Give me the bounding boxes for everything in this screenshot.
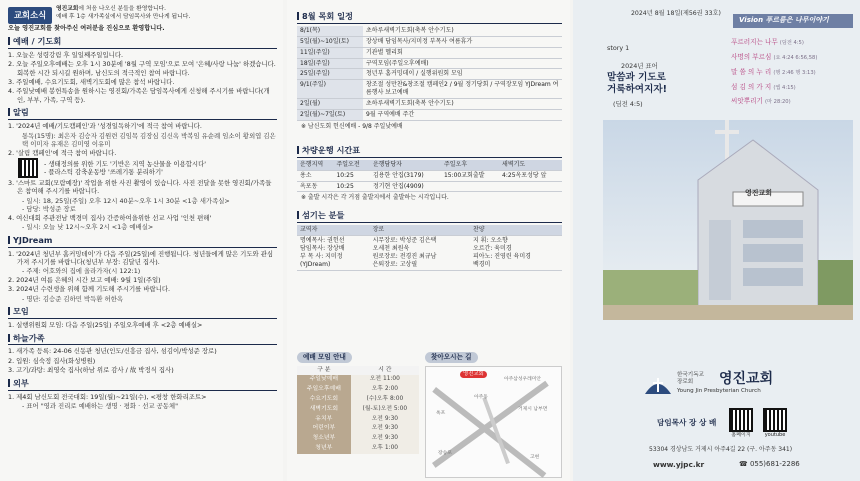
map-label: 거제시 남부면 [518,406,548,412]
phone-number: ☎ 055)681-2286 [739,460,800,468]
church-pin: 영진교회 [460,371,487,378]
table-header-row: 운행지역 주일오전 운행담당자 주일오후 새벽기도 [297,160,562,170]
servers-heading: 섬기는 분들 [297,210,562,223]
worship-heading: 예배 / 기도회 [8,36,277,49]
table-row: 어린이부 오전 9:30 [297,424,419,434]
table-row: 수요기도회 (수)오후 8:00 [297,395,419,405]
table-header-row: 교역자 장로 찬양 [297,225,562,235]
map-label: 고현 [530,454,540,460]
map-label: 아주삼성우레미안 [504,376,542,382]
worship-times-table [297,366,419,454]
cover-panel [573,0,860,481]
list-subitem: - 담당: 박성준 장로 [22,205,76,214]
map-box [425,352,562,478]
list-item: 1. 실행위원회 모임: 다음 주일(25일) 주일오후예배 후 <2층 예배실> [8,321,203,330]
family-list [8,347,277,374]
vision-menu [731,38,855,112]
map-heading: 찾아오시는 길 [425,352,478,363]
table-row: 8/1(목) 초하루새벽기도회(축복 안수기도) [297,26,562,36]
year-theme: 말씀과 기도로 거룩하여지자! [607,72,667,95]
location-map[interactable] [425,366,562,478]
church-name: 영진교회 [719,371,774,387]
welcome-text: 영진교회에 처음 나오신 분들을 환영합니다. 예배 후 1층 새가족실에서 담임목사와 만나게 됩니다. [56,6,191,20]
map-label: 옥포 [436,410,446,416]
news-tag: 교회소식 [8,7,52,24]
theme-reference: (딤전 4:5) [613,100,643,108]
qr-codes [729,408,787,439]
notice-heading: 알림 [8,107,277,120]
list-subitem: - 주제: 어호와의 집에 올라가자(시 122:1) [22,267,141,276]
welcome-tagline: 오늘 영진교회를 찾아주신 여러분을 진심으로 환영합니다. [8,24,165,32]
list-subitem: 통독(15명): 최은자 김승자 김원련 김임목 김장심 김신옥 박복임 유순례 임소이 황외엽 김은택 이미자 유재은 김미영 이유미 [22,131,276,149]
table-header-row: 구 분 시 간 [297,366,419,376]
schedule-panel [287,0,570,481]
year-motto-label: 2024년 표어 [621,62,658,70]
car-table [297,160,562,193]
vision-item: 씨앗뿌리기 (마 28:20) [731,97,791,106]
car-heading: 차량운행 시간표 [297,145,562,158]
qr-code-icon[interactable] [18,158,38,178]
list-item: 4. 주일낮예배 봉헌특송을 원하시는 영진회/가족은 담임목사에게 신청해 주시기를 바랍니다(개인, 부부, 가족, 구역 등). [8,87,270,104]
list-subitem: - 생태정의를 위한 기도 '기반은 지역 농산물을 이용합시다' [44,159,207,168]
issue-date: 2024년 8월 18일(제56권 33호) [631,10,721,17]
vision-item: 사명의 부르심 (요 4:24 6:56,58) [731,52,818,61]
website-link[interactable]: www.yjpc.kr [653,460,705,469]
table-row: 명예목사: 권헌선 담임목사: 장상배 부 목 사: 지미정 (YJDream) 시무장로: 박성준 김은택 오세천 최원욱 원로장로: 전경진 최규남 은퇴장로: 고상필 지 휘: 오소향 오르간: 육미경 피아노: 진영린 육미경 백경미 [297,236,562,271]
vision-item: 푸르러지는 나무 (딤전 4:5) [731,38,804,46]
list-item: 1. 오늘은 성령강림 후 일일째주일입니다. [8,50,124,59]
vision-banner: Vision 푸르름은 나무이야기 [733,14,853,28]
list-item: 3. 2024년 수련생을 위해 함께 기도해 주시기를 바랍니다. [8,285,171,294]
list-item: 1. '2024년 청년부 홈커밍데이'가 다음 주일(25일)에 진행됩니다. 청년들에게 많은 기도와 관심 가져 주시기를 바랍니다(청년부 부장: 김달년 집사). [8,249,274,266]
schedule-heading: 8월 목회 일정 [297,11,562,24]
worship-times-box [297,352,419,454]
list-subitem: - 명단: 김승준 김하민 박득환 허한옥 [22,294,124,303]
list-subitem: - 플라스틱 감축운동방 '쓰레기통 분리하기' [44,168,163,176]
meeting-list [8,321,277,329]
list-subitem: - 일시: 오늘 낮 12시~오후 2시 <1층 예배실> [22,223,154,232]
notice-list [8,122,277,232]
servers-table [297,225,562,271]
list-subitem: - 일시: 18, 25일(주일) 오후 12시 40분~오후 1시 30분 <1층 새가족실> [22,196,230,205]
table-row: 주일낮예배 오전 11:00 [297,375,419,385]
yjdream-heading: YJDream [8,235,277,248]
list-item: 2. '살림 캠페인'에 적극 참여 바랍니다. [8,148,117,157]
homepage-qr[interactable]: 홈페이지 [729,408,753,439]
story-label: story 1 [607,44,630,52]
table-row: 18일(주일) 구역모임(주일오후예배) [297,58,562,69]
youtube-qr[interactable]: youtube [763,408,787,439]
table-row: 11일(주일) 기관별 헬리회 [297,47,562,58]
list-item: 1. '2024년 예배/기도캠페인'과 '성경일독하기'에 적극 참여 바랍니다. [8,122,202,131]
yjdream-list [8,250,277,304]
table-row: 9/1(주일) 창조절 성만찬&창조절 캠페인2 / 9월 정기당회 / 구역장모임 YJDream 여름행사 보고예배 [297,80,562,99]
worship-list [8,51,277,105]
car-note: ※ 출발 시각은 각 거점 출발지에서 출발하는 시각입니다. [301,194,449,202]
news-panel [0,0,283,481]
english-name: Young Jin Presbyterian Church [677,388,761,394]
list-item: 3. 주일예배, 수요기도회, 새벽기도회에 많은 참석 바랍니다. [8,78,175,86]
table-row: 청년부 오후 1:00 [297,444,419,454]
list-item: 2. 오늘 주일오후예배는 오후 1시 30분에 '8월 구역 모임'으로 모여 '은혜/사랑 나눔' 하겠습니다. 회복한 시간 되시길 원하며, 남신도의 적극적인 참여 바랍니다. [8,60,276,77]
map-label: 장승포 [438,450,452,456]
table-row: 25일(주일) 청년부 홈커밍데이 / 실행위원회 모임 [297,69,562,80]
table-row: 용소 10:25 김용한 안집(3179) 15:00교회출발 4:25옥포성당 앞 [297,170,562,181]
table-row: 옥포동 10:25 정기현 안집(4909) [297,181,562,192]
map-label: 아주동 [474,394,488,400]
church-emblem-icon [643,372,673,398]
table-row: 2일(월) 초하루새벽기도회(축복 안수기도) [297,99,562,110]
list-item: 1. 제4회 남신도회 전국대회: 19일(월)~21일(수), <평창 한화리조트> [8,392,207,401]
pastor-name: 담임목사 장 상 배 [657,418,717,427]
worship-times-heading: 예배 모임 안내 [297,352,352,363]
qr-code-icon [729,408,753,432]
outside-heading: 외부 [8,378,277,391]
table-row: 유치부 오전 9:30 [297,415,419,425]
family-heading: 하늘가족 [8,333,277,346]
list-item: 2. 2024년 여름 은혜의 시간 보고 예배: 9월 1일(주일) [8,275,161,284]
table-row: 주일오후예배 오후 2:00 [297,385,419,395]
campaign-qr-row [18,158,277,178]
vision-item: 섬 김 의 가 지 (엡 4:15) [731,82,796,91]
table-row: 5일(월)~10일(토) 장상배 담임목사/지미정 부목사 여름휴가 [297,36,562,47]
schedule-note: ※ 남신도회 헌신예배 - 9/8 주일낮예배 [301,122,403,130]
outside-list [8,393,277,411]
list-item: 3. 고기/과탕: 최영숙 집사(하남 위로 감사 / 故 박정식 집사) [8,366,174,375]
meeting-heading: 모임 [8,306,277,319]
list-item: 1. 새가족 등록: 24-06 신동관 청년(인도/신흥금 집사, 섬김이/박성준 장로) [8,347,217,356]
building-sign: 영진교회 [745,189,773,197]
vision-item: 말 씀 의 누 리 (행 2:46 행 3:13) [731,67,816,76]
list-subitem: - 표어 "영과 진리로 예배하는 생명 · 평화 · 선교 공동체" [22,402,179,411]
church-address: 53304 경상남도 거제시 아주4길 22 (구. 아주동 341) [649,446,793,453]
qr-code-icon [763,408,787,432]
list-item: 4. 여신대회 주관전남 백경미 집사) 간증하여을위한 선교 사업 '인천 편해' [8,213,212,222]
denomination: 한국기독교 장로회 [677,372,705,386]
table-row: 2일(월)~7일(토) 9월 구역예배 주간 [297,110,562,121]
list-item: 3. '스마트 교회(모람예장)' 작업을 위한 사진 촬영이 있습니다. 사진 전달을 못한 영진회/가족들은 참여해 주시기를 바랍니다. [8,179,272,196]
list-item: 2. 입원: 심숙정 집사(화성병원) [8,356,96,365]
church-building-illustration [603,120,853,320]
schedule-table [297,26,562,121]
table-row: 청소년부 오전 9:30 [297,434,419,444]
map-road [432,387,546,478]
table-row: 새벽기도회 (월-토)오전 5:00 [297,405,419,415]
